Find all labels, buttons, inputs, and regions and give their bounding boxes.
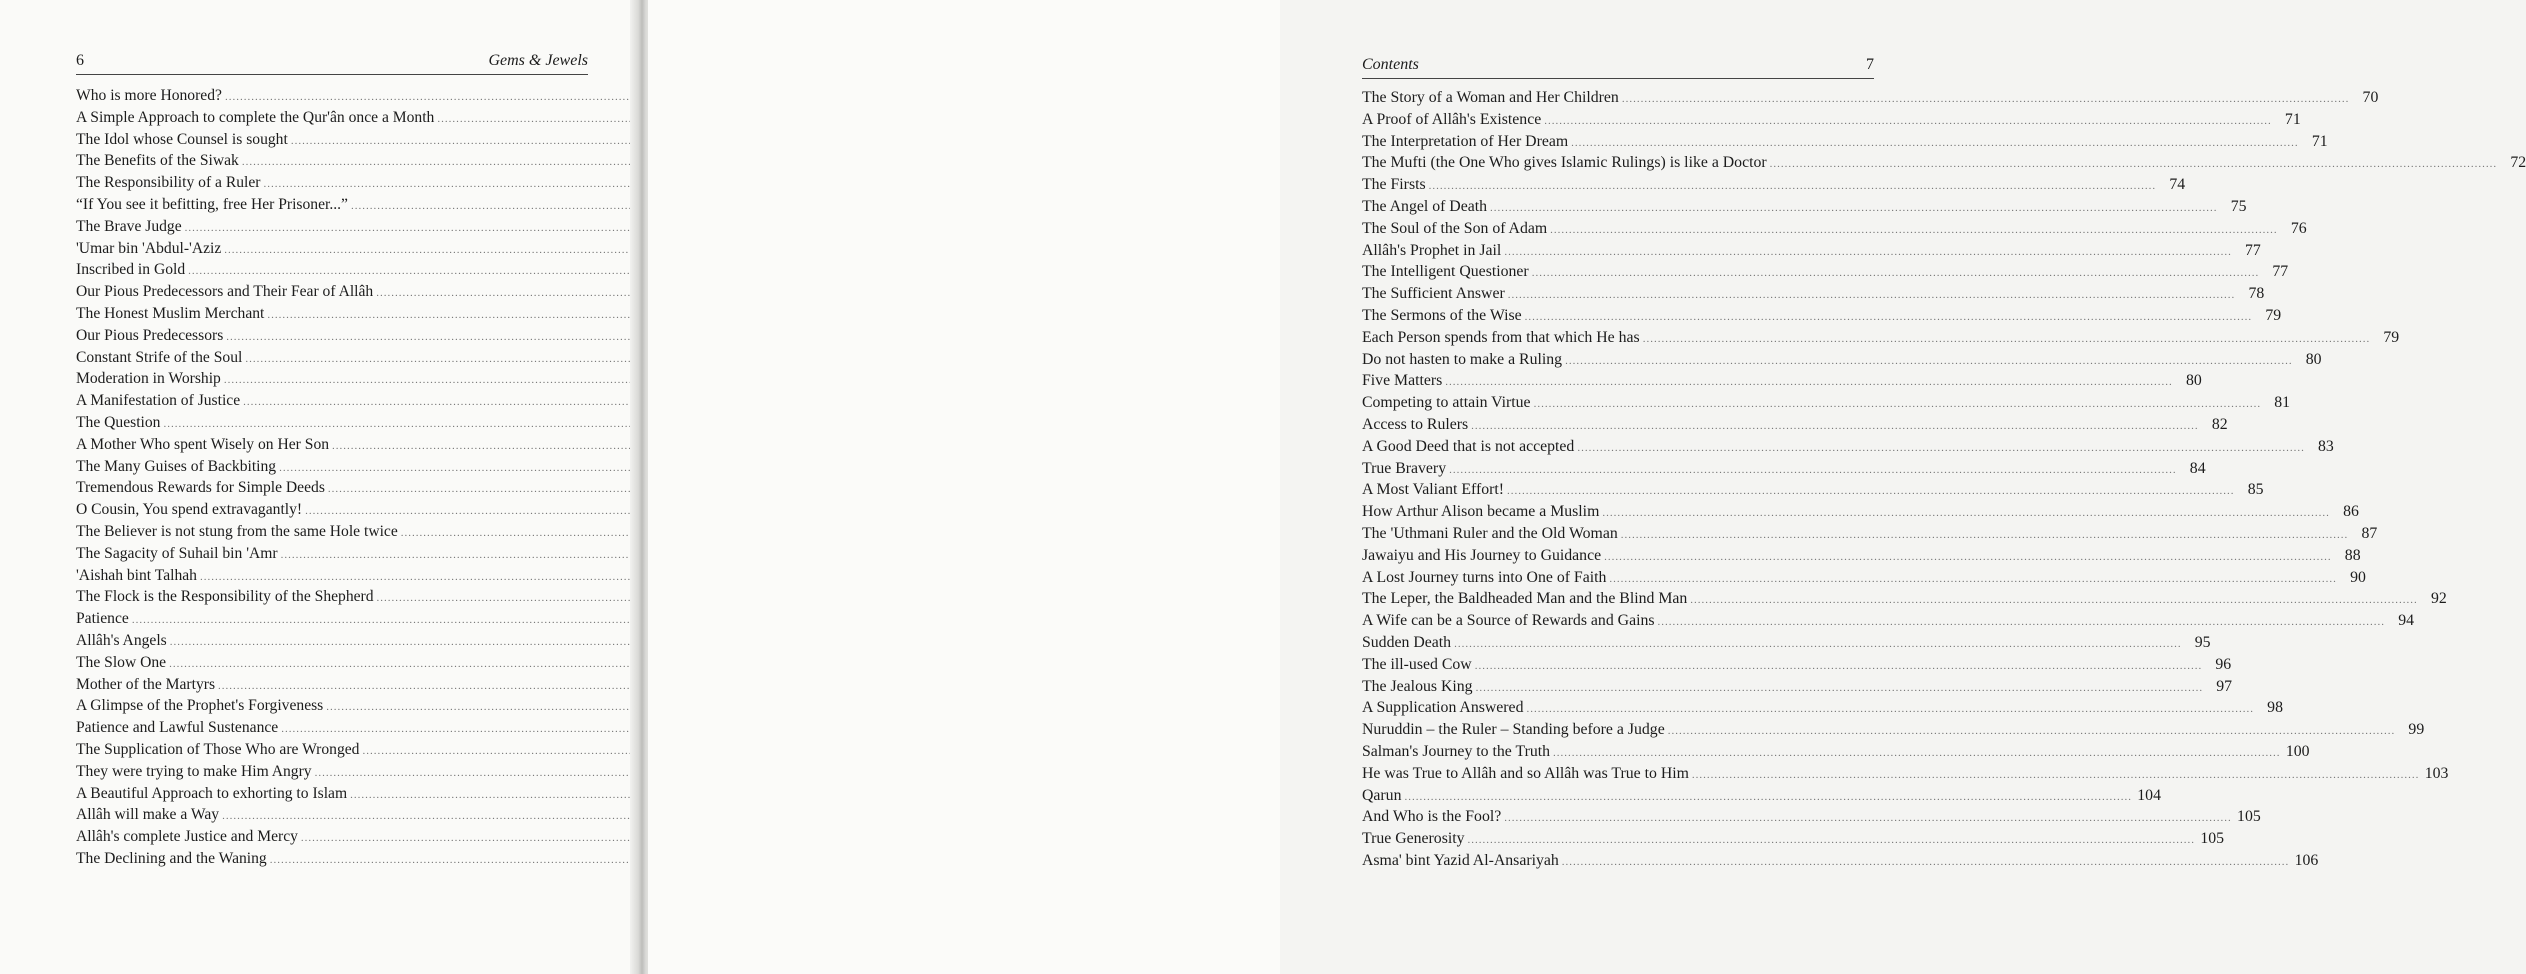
toc-entry bbox=[1362, 414, 2228, 436]
toc-entry bbox=[1362, 370, 2202, 392]
left-running-title: Gems & Jewels bbox=[488, 52, 588, 69]
dot-leader bbox=[1508, 285, 2236, 307]
toc-entry bbox=[1362, 152, 2526, 174]
dot-leader bbox=[1490, 198, 2218, 220]
toc-entry-title: The Idol whose Counsel is sought bbox=[76, 130, 288, 148]
toc-entry-title: Five Matters bbox=[1362, 372, 1443, 390]
toc-entry-title: A Lost Journey turns into One of Faith bbox=[1362, 568, 1607, 586]
toc-entry-page: 78 bbox=[2248, 285, 2265, 303]
toc-entry-title: A Beautiful Approach to exhorting to Islam bbox=[76, 784, 348, 802]
toc-entry-page: 76 bbox=[2290, 219, 2307, 237]
toc-entry bbox=[76, 565, 588, 587]
dot-leader bbox=[1454, 634, 2182, 656]
toc-entry-page: 71 bbox=[2311, 132, 2328, 150]
toc-entry-page: 70 bbox=[2362, 89, 2379, 106]
toc-entry-title: The Responsibility of a Ruler bbox=[76, 174, 261, 192]
toc-entry-title: A Mother Who spent Wisely on Her Son bbox=[76, 435, 330, 453]
toc-entry bbox=[76, 804, 588, 826]
toc-entry bbox=[1362, 131, 2328, 153]
toc-entry-title: How Arthur Alison became a Muslim bbox=[1362, 503, 1600, 521]
toc-entry-title: The Benefits of the Siwak bbox=[76, 152, 239, 170]
toc-entry-title: Asma' bint Yazid Al-Ansariyah bbox=[1362, 851, 1559, 869]
toc-entry bbox=[1362, 828, 2225, 850]
toc-entry bbox=[1362, 567, 2366, 589]
toc-entry bbox=[76, 325, 588, 347]
right-page bbox=[648, 0, 2526, 974]
dot-leader bbox=[1544, 111, 2272, 133]
toc-entry bbox=[1362, 785, 2161, 807]
toc-entry bbox=[76, 848, 588, 870]
dot-leader bbox=[1471, 416, 2199, 438]
toc-entry-title: A Manifestation of Justice bbox=[76, 392, 241, 410]
toc-entry-title: A Proof of Allâh's Existence bbox=[1362, 110, 1542, 128]
toc-entry-title: The ill-used Cow bbox=[1362, 655, 1472, 673]
toc-entry bbox=[76, 390, 588, 412]
toc-entry bbox=[76, 456, 588, 478]
toc-entry bbox=[76, 238, 588, 260]
toc-entry-page: 80 bbox=[2186, 372, 2202, 390]
dot-leader bbox=[1445, 372, 2173, 394]
toc-entry-title: The Soul of the Son of Adam bbox=[1362, 219, 1548, 237]
toc-entry bbox=[1362, 240, 2261, 262]
toc-entry-title: The Sufficient Answer bbox=[1362, 285, 1505, 303]
toc-entry-page: 94 bbox=[2398, 612, 2415, 630]
toc-entry-page: 95 bbox=[2194, 633, 2211, 651]
toc-entry-title: Each Person spends from that which He has bbox=[1362, 328, 1640, 346]
toc-entry-title: Patience bbox=[76, 610, 129, 628]
dot-leader bbox=[1504, 242, 2232, 264]
toc-entry-page: 98 bbox=[2267, 699, 2283, 717]
toc-entry-page: 97 bbox=[2216, 677, 2233, 695]
toc-entry-title: A Glimpse of the Prophet's Forgiveness bbox=[76, 697, 324, 715]
dot-leader bbox=[1476, 678, 2204, 700]
toc-entry bbox=[76, 499, 588, 521]
toc-entry-title: The Mufti (the One Who gives Islamic Rulings) is like a Doctor bbox=[1362, 154, 1767, 172]
dot-leader bbox=[1604, 547, 2332, 569]
dot-leader bbox=[1577, 438, 2305, 460]
toc-entry-title: Sudden Death bbox=[1362, 633, 1452, 651]
toc-entry bbox=[1362, 392, 2291, 414]
toc-entry bbox=[76, 194, 588, 216]
toc-entry-title: The Sagacity of Suhail bin 'Amr bbox=[76, 544, 278, 562]
toc-entry-title: Inscribed in Gold bbox=[76, 261, 186, 279]
left-running-head bbox=[76, 52, 588, 75]
toc-entry bbox=[1362, 458, 2206, 480]
toc-entry-title: A Good Deed that is not accepted bbox=[1362, 437, 1575, 455]
toc-entry-title: And Who is the Fool? bbox=[1362, 808, 1502, 826]
toc-entry-page: 84 bbox=[2189, 459, 2206, 477]
toc-entry bbox=[76, 281, 588, 303]
toc-entry-title: Do not hasten to make a Ruling bbox=[1362, 350, 1563, 368]
toc-entry bbox=[76, 652, 588, 674]
toc-entry-title: 'Aishah bint Talhah bbox=[76, 566, 197, 584]
toc-entry-page: 105 bbox=[2237, 808, 2261, 826]
toc-entry bbox=[76, 303, 588, 325]
dot-leader bbox=[1770, 154, 2498, 176]
right-contents-list bbox=[1362, 87, 2526, 872]
left-page-number: 6 bbox=[76, 52, 84, 69]
toc-entry-title: True Bravery bbox=[1362, 459, 1447, 477]
toc-entry-page: 104 bbox=[2137, 786, 2161, 804]
toc-entry bbox=[76, 368, 588, 390]
toc-entry bbox=[1362, 697, 2283, 719]
toc-entry-title: Mother of the Martyrs bbox=[76, 675, 216, 693]
toc-entry-title: The Interpretation of Her Dream bbox=[1362, 132, 1569, 150]
toc-entry bbox=[1362, 676, 2233, 698]
toc-entry bbox=[76, 85, 588, 107]
dot-leader bbox=[1404, 787, 2132, 809]
toc-entry bbox=[1362, 654, 2232, 676]
toc-entry-page: 79 bbox=[2265, 306, 2282, 324]
toc-entry-title: The Sermons of the Wise bbox=[1362, 306, 1522, 324]
toc-entry-title: A Simple Approach to complete the Qur'ân once a Month bbox=[76, 108, 435, 126]
toc-entry-title: A Wife can be a Source of Rewards and Gains bbox=[1362, 612, 1655, 630]
toc-entry-page: 77 bbox=[2245, 241, 2261, 259]
toc-entry-title: Allâh's complete Justice and Mercy bbox=[76, 828, 298, 846]
toc-entry bbox=[1362, 261, 2289, 283]
toc-entry-page: 92 bbox=[2431, 590, 2447, 608]
toc-entry-title: 'Umar bin 'Abdul-'Aziz bbox=[76, 239, 222, 257]
toc-entry bbox=[76, 826, 588, 848]
toc-entry-title: Salman's Journey to the Truth bbox=[1362, 742, 1551, 760]
toc-entry-title: The Slow One bbox=[76, 653, 167, 671]
toc-entry-title: Allâh's Prophet in Jail bbox=[1362, 241, 1502, 259]
toc-entry bbox=[1362, 741, 2310, 763]
toc-entry bbox=[1362, 501, 2359, 523]
toc-entry bbox=[76, 783, 588, 805]
toc-entry-title: The Firsts bbox=[1362, 176, 1426, 194]
dot-leader bbox=[1475, 656, 2203, 678]
toc-entry bbox=[76, 412, 588, 434]
toc-entry-title: Tremendous Rewards for Simple Deeds bbox=[76, 479, 325, 497]
dot-leader bbox=[1621, 525, 2349, 547]
toc-entry-page: 72 bbox=[2510, 154, 2526, 172]
toc-entry bbox=[76, 521, 588, 543]
dot-leader bbox=[1550, 220, 2278, 242]
toc-entry-page: 100 bbox=[2285, 742, 2310, 760]
toc-entry-title: Allâh will make a Way bbox=[76, 806, 220, 824]
toc-entry-title: Our Pious Predecessors bbox=[76, 326, 224, 344]
dot-leader bbox=[1622, 89, 2350, 111]
toc-entry bbox=[1362, 218, 2307, 240]
toc-entry bbox=[1362, 174, 2186, 196]
toc-entry-title: The Many Guises of Backbiting bbox=[76, 457, 277, 475]
toc-entry-title: The Honest Muslim Merchant bbox=[76, 304, 265, 322]
toc-entry-title: Patience and Lawful Sustenance bbox=[76, 719, 279, 737]
toc-entry bbox=[76, 761, 588, 783]
toc-entry-page: 105 bbox=[2200, 830, 2225, 848]
toc-entry-title: The Question bbox=[76, 413, 161, 431]
dot-leader bbox=[1534, 394, 2262, 416]
toc-entry-title: The Believer is not stung from the same Hole twice bbox=[76, 522, 398, 540]
toc-entry-title: The Leper, the Baldheaded Man and the Blind Man bbox=[1362, 590, 1688, 608]
toc-entry bbox=[76, 259, 588, 281]
toc-entry bbox=[76, 107, 588, 129]
toc-entry bbox=[76, 717, 588, 739]
toc-entry bbox=[76, 216, 588, 238]
dot-leader bbox=[1449, 460, 2177, 482]
toc-entry-title: Competing to attain Virtue bbox=[1362, 394, 1531, 412]
toc-entry-page: 71 bbox=[2284, 110, 2301, 128]
toc-entry bbox=[76, 150, 588, 172]
toc-entry-page: 86 bbox=[2343, 503, 2359, 521]
dot-leader bbox=[1532, 263, 2260, 285]
toc-entry bbox=[76, 630, 588, 652]
dot-leader bbox=[1504, 808, 2232, 830]
toc-entry-title: Qarun bbox=[1362, 786, 1402, 804]
toc-entry bbox=[76, 608, 588, 630]
left-contents-list bbox=[76, 85, 588, 870]
toc-entry bbox=[1362, 196, 2247, 218]
toc-entry-title: O Cousin, You spend extravagantly! bbox=[76, 501, 303, 519]
toc-entry bbox=[1362, 632, 2211, 654]
toc-entry-page: 96 bbox=[2215, 655, 2232, 673]
toc-entry-page: 80 bbox=[2305, 350, 2322, 368]
toc-entry bbox=[1362, 87, 2379, 109]
toc-entry-page: 106 bbox=[2294, 851, 2319, 869]
toc-entry bbox=[1362, 327, 2400, 349]
toc-entry-title: A Most Valiant Effort! bbox=[1362, 481, 1505, 499]
toc-entry bbox=[76, 434, 588, 456]
dot-leader bbox=[1571, 133, 2299, 155]
dot-leader bbox=[1525, 307, 2253, 329]
toc-entry-title: The Intelligent Questioner bbox=[1362, 263, 1529, 281]
dot-leader bbox=[1692, 765, 2420, 787]
toc-entry bbox=[76, 739, 588, 761]
toc-entry bbox=[1362, 479, 2264, 501]
toc-entry bbox=[1362, 349, 2322, 371]
toc-entry-page: 77 bbox=[2272, 263, 2289, 281]
toc-entry-page: 74 bbox=[2169, 176, 2186, 194]
dot-leader bbox=[1507, 481, 2235, 503]
dot-leader bbox=[1429, 176, 2157, 198]
toc-entry bbox=[1362, 806, 2261, 828]
toc-entry bbox=[76, 674, 588, 696]
toc-entry-title: The Supplication of Those Who are Wronged bbox=[76, 740, 360, 758]
toc-entry bbox=[76, 543, 588, 565]
toc-entry-page: 90 bbox=[2350, 568, 2366, 586]
toc-entry bbox=[1362, 523, 2378, 545]
toc-entry-title: The Declining and the Waning bbox=[76, 849, 267, 867]
toc-entry-title: Our Pious Predecessors and Their Fear of Allâh bbox=[76, 283, 374, 301]
toc-entry-title: The Angel of Death bbox=[1362, 197, 1488, 215]
toc-entry-page: 75 bbox=[2230, 197, 2247, 215]
toc-entry-title: He was True to Allâh and so Allâh was True to Him bbox=[1362, 764, 1689, 782]
toc-entry-title: Who is more Honored? bbox=[76, 87, 222, 104]
toc-entry bbox=[76, 172, 588, 194]
toc-entry bbox=[76, 347, 588, 369]
toc-entry-title: “If You see it befitting, free Her Prisoner...” bbox=[76, 195, 348, 213]
toc-entry-title: The Story of a Woman and Her Children bbox=[1362, 89, 1619, 106]
dot-leader bbox=[1553, 743, 2281, 765]
toc-entry bbox=[1362, 109, 2301, 131]
toc-entry-title: Jawaiyu and His Journey to Guidance bbox=[1362, 546, 1602, 564]
toc-entry-title: True Generosity bbox=[1362, 830, 1465, 848]
toc-entry bbox=[1362, 850, 2319, 872]
toc-entry bbox=[76, 586, 588, 608]
toc-entry bbox=[76, 695, 588, 717]
toc-entry-title: The 'Uthmani Ruler and the Old Woman bbox=[1362, 524, 1618, 542]
toc-entry-title: The Jealous King bbox=[1362, 677, 1473, 695]
toc-entry bbox=[1362, 610, 2415, 632]
toc-entry bbox=[1362, 719, 2425, 741]
dot-leader bbox=[1468, 830, 2196, 852]
toc-entry-title: The Flock is the Responsibility of the Shepherd bbox=[76, 588, 374, 606]
dot-leader bbox=[1609, 569, 2337, 591]
toc-entry-title: Constant Strife of the Soul bbox=[76, 348, 243, 366]
toc-entry-title: Access to Rulers bbox=[1362, 415, 1469, 433]
toc-entry-title: A Supplication Answered bbox=[1362, 699, 1524, 717]
dot-leader bbox=[1565, 351, 2293, 373]
toc-entry-title: Nuruddin – the Ruler – Standing before a Judge bbox=[1362, 721, 1665, 739]
toc-entry bbox=[1362, 588, 2447, 610]
toc-entry-page: 87 bbox=[2361, 524, 2378, 542]
left-page bbox=[0, 0, 636, 974]
toc-entry bbox=[1362, 763, 2449, 785]
toc-entry bbox=[1362, 545, 2361, 567]
dot-leader bbox=[1668, 721, 2396, 743]
right-page-number: 7 bbox=[1866, 56, 1874, 73]
dot-leader bbox=[1658, 612, 2386, 634]
dot-leader bbox=[1526, 699, 2254, 721]
toc-entry-page: 81 bbox=[2274, 394, 2291, 412]
dot-leader bbox=[1562, 852, 2290, 874]
toc-entry-page: 103 bbox=[2424, 764, 2449, 782]
toc-entry-title: The Brave Judge bbox=[76, 217, 182, 235]
toc-entry-page: 85 bbox=[2247, 481, 2264, 499]
toc-entry bbox=[76, 477, 588, 499]
toc-entry-page: 82 bbox=[2211, 415, 2228, 433]
dot-leader bbox=[1690, 590, 2418, 612]
toc-entry-title: Allâh's Angels bbox=[76, 631, 167, 649]
right-running-title: Contents bbox=[1362, 56, 1419, 73]
toc-entry bbox=[1362, 436, 2334, 458]
toc-entry-page: 83 bbox=[2318, 437, 2334, 455]
toc-entry-page: 99 bbox=[2408, 721, 2425, 739]
toc-entry-page: 88 bbox=[2344, 546, 2361, 564]
toc-entry bbox=[76, 129, 588, 151]
right-running-head bbox=[1362, 56, 1874, 79]
dot-leader bbox=[1643, 329, 2371, 351]
toc-entry bbox=[1362, 305, 2282, 327]
toc-entry-title: Moderation in Worship bbox=[76, 370, 221, 388]
toc-entry-title: They were trying to make Him Angry bbox=[76, 762, 312, 780]
dot-leader bbox=[1602, 503, 2330, 525]
toc-entry bbox=[1362, 283, 2265, 305]
toc-entry-page: 79 bbox=[2383, 328, 2400, 346]
